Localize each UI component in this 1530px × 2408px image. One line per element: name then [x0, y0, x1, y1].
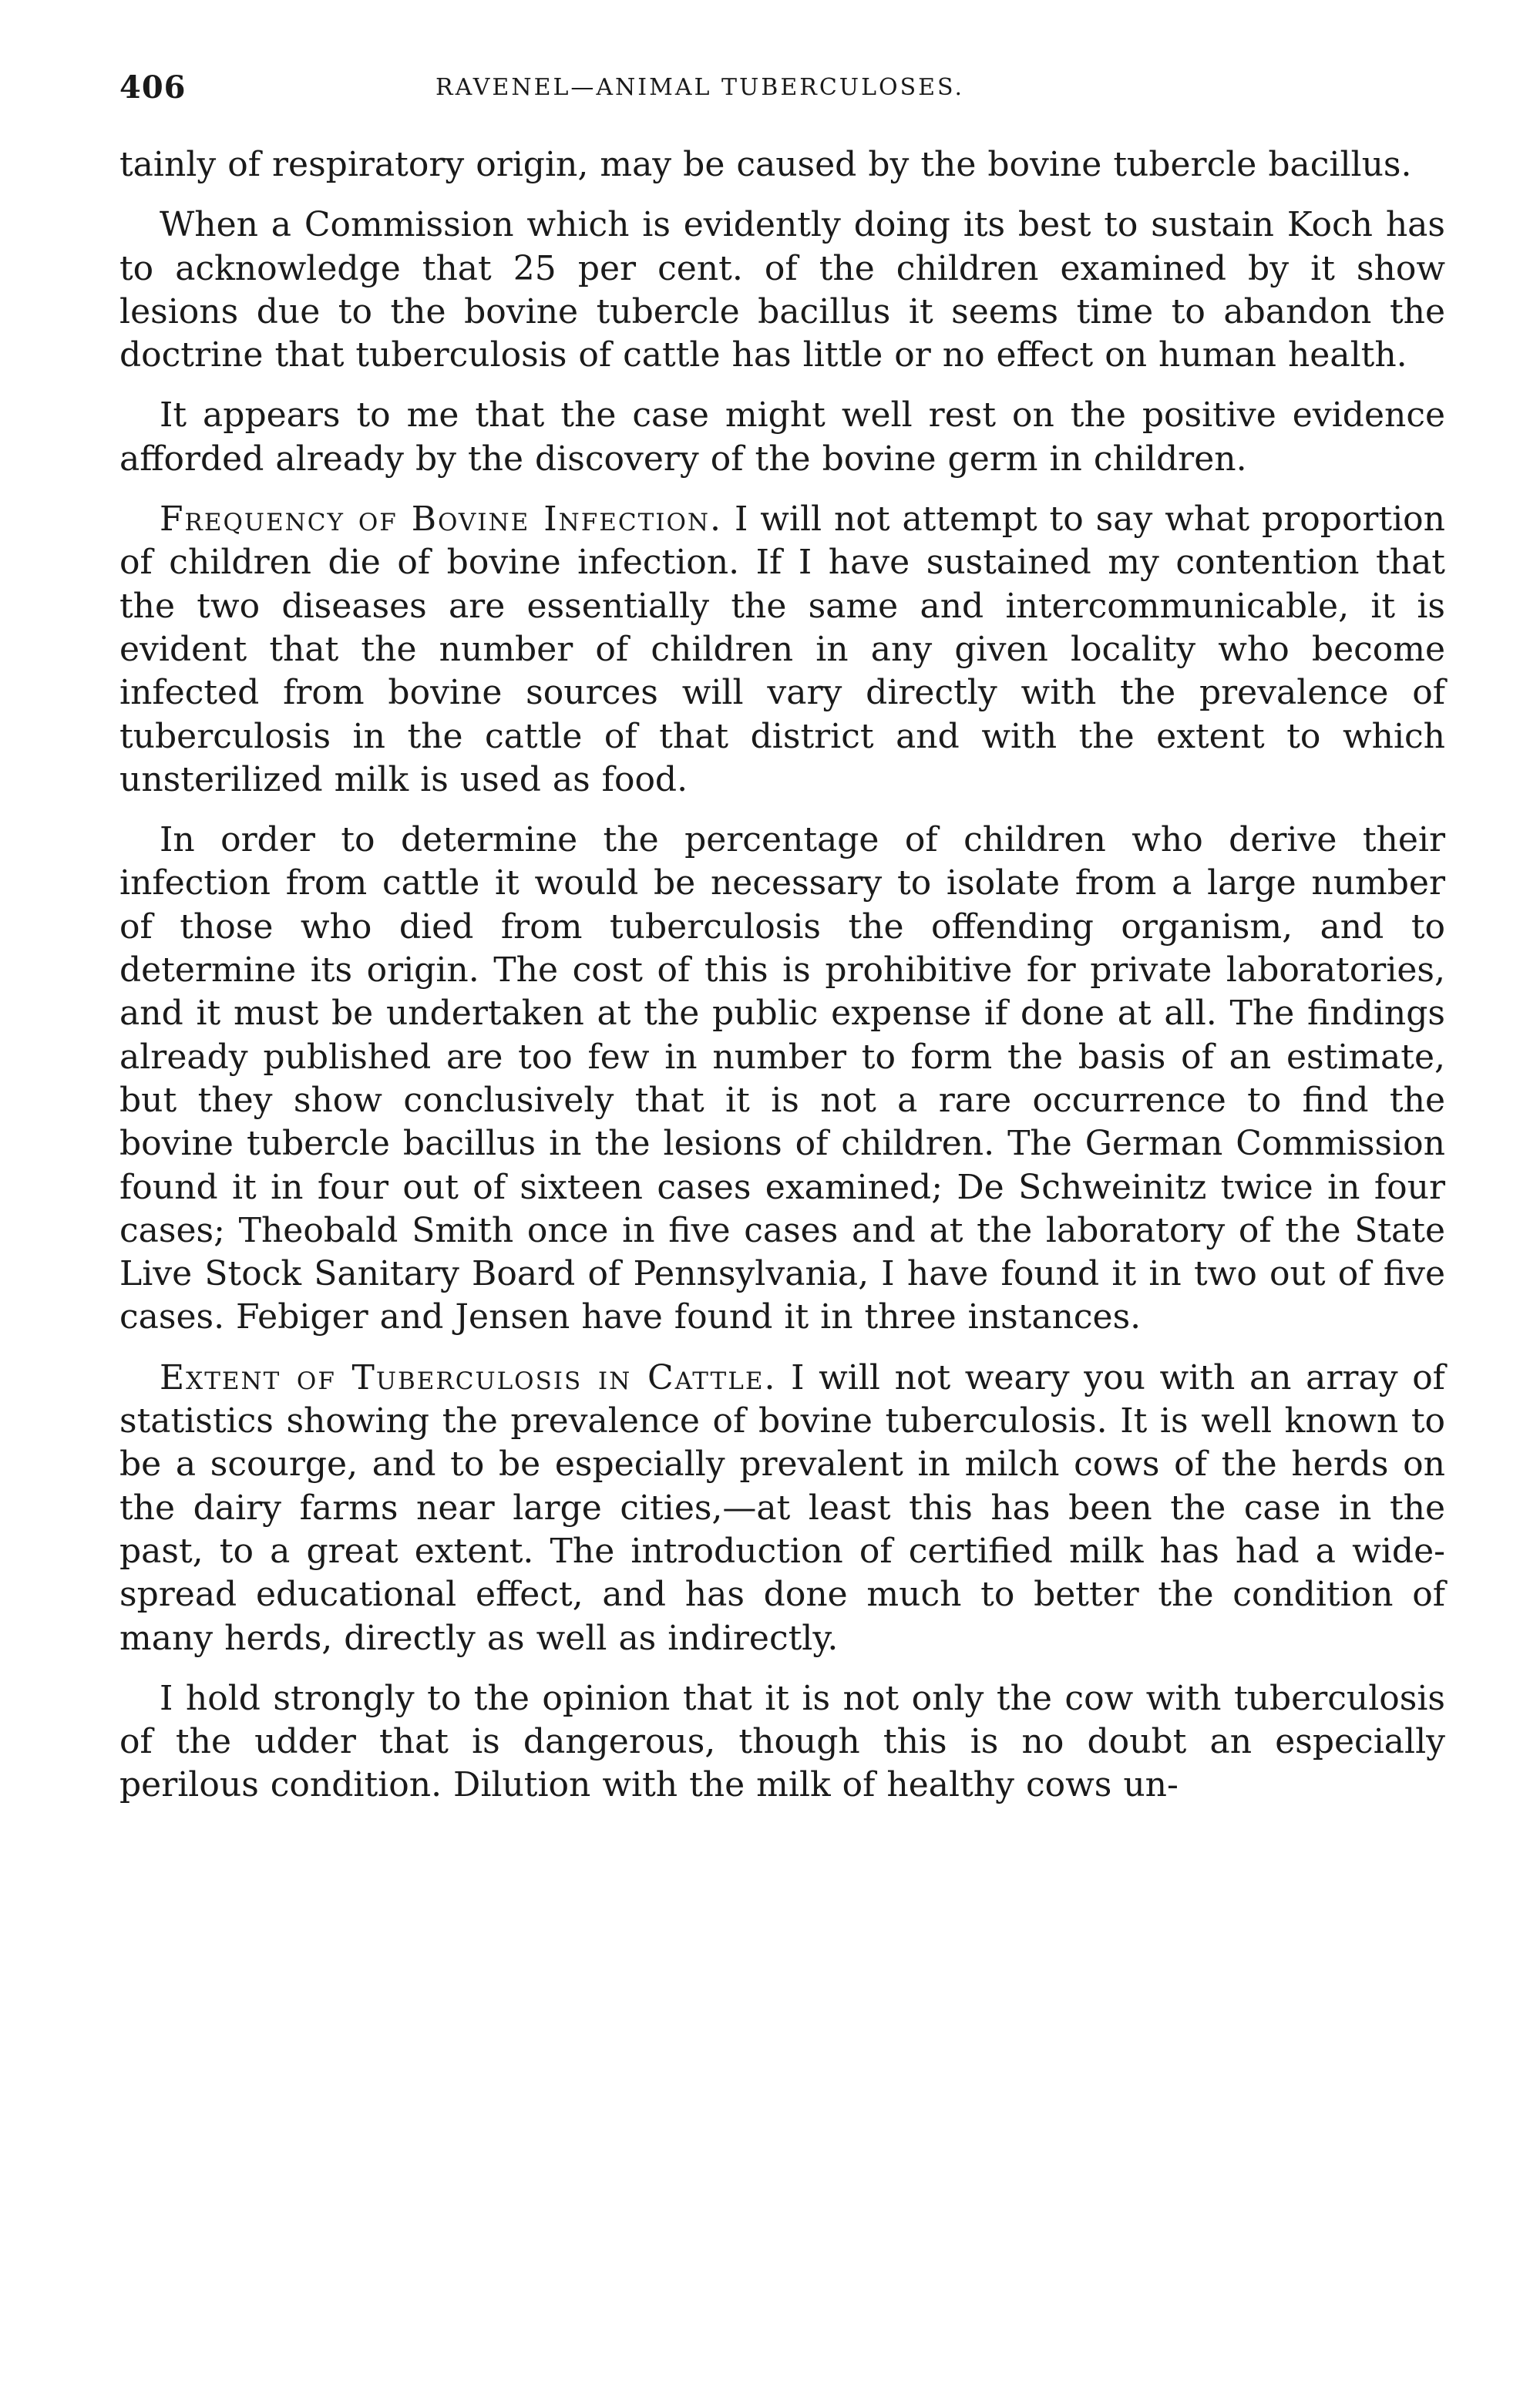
paragraph-text: It appears to me that the case might well rest on the positive evidence afforded already by the discovery of the bovine germ in children. — [119, 395, 1445, 479]
paragraph-text: I will not weary you with an array of statistics showing the prevalence of bovine tuberculosis. It is well known to be a scourge, and to be especially prevalent in milch cows of the herds on the dairy farms near large cities,—at least this has been the case in the past, to a great extent. The introduction of certified milk has had a wide-spread educational effect, and has done much to better the condition of many herds, directly as well as indirectly. — [119, 1357, 1445, 1658]
document-page — [119, 69, 1445, 1808]
paragraph-text: When a Commission which is evidently doing its best to sustain Koch has to acknowledge that 25 per cent. of the children examined by it show lesions due to the bovine tubercle bacillus it seems time to abandon the doctrine that tuberculosis of cattle has little or no effect on human health. — [119, 205, 1445, 375]
paragraph-text: I will not attempt to say what proportion of children die of bovine infection. If I have sustained my contention that the two diseases are essentially the same and intercommunicable, it is evident that the number of children in any given locality who become infected from bovine sources will vary directly with the prevalence of tuberculosis in the cattle of that district and with the extent to which unsterilized milk is used as food. — [119, 499, 1445, 799]
paragraph-percentage — [119, 819, 1445, 1340]
paragraph-frequency — [119, 498, 1445, 802]
paragraph-text: I hold strongly to the opinion that it is not only the cow with tuberculosis of the udder that is dangerous, though this is no doubt an especially perilous condition. Dilution with the milk of healthy cows un- — [119, 1678, 1445, 1805]
page-number: 406 — [119, 69, 187, 106]
paragraph-text: tainly of respiratory origin, may be caused by the bovine tubercle bacillus. — [119, 145, 1412, 184]
paragraph-extent — [119, 1357, 1445, 1660]
section-heading: Frequency of Bovine Infection. — [160, 499, 723, 540]
paragraph-continuation — [119, 143, 1445, 187]
running-head: RAVENEL—ANIMAL TUBERCULOSES. — [435, 74, 965, 101]
paragraph-positive-evidence — [119, 394, 1445, 481]
section-heading: Extent of Tuberculosis in Cattle. — [160, 1357, 777, 1397]
page-header — [119, 69, 1445, 116]
paragraph-commission — [119, 203, 1445, 377]
paragraph-text: In order to determine the percentage of children who derive their infection from cattle it would be necessary to isolate from a large number of those who died from tuberculosis the offending organism, and to determine its origin. The cost of this is prohibitive for private laboratories, and it must be undertaken at the public expense if done at all. The findings already published are too few in number to form the basis of an estimate, but they show conclusively that it is not a rare occurrence to find the bovine tubercle bacillus in the lesions of children. The German Commission found it in four out of sixteen cases examined; De Schweinitz twice in four cases; Theobald Smith once in five cases and at the laboratory of the State Live Stock Sanitary Board of Pennsylvania, I have found it in two out of five cases. Febiger and Jensen have found it in three instances. — [119, 820, 1445, 1337]
paragraph-opinion — [119, 1677, 1445, 1808]
